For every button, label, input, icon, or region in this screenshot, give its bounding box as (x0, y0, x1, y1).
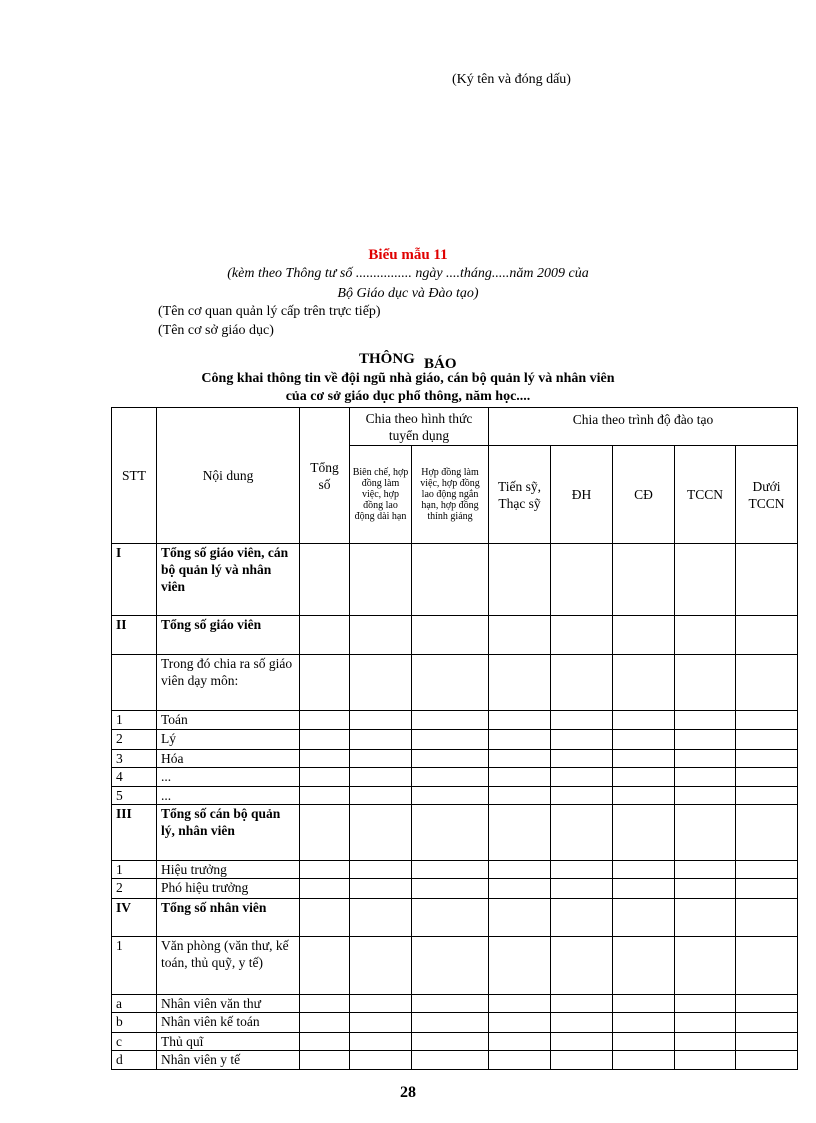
row-stt: III (112, 805, 157, 861)
empty-data-cell (675, 730, 736, 750)
empty-data-cell (551, 860, 613, 879)
empty-data-cell (350, 879, 412, 899)
empty-data-cell (551, 768, 613, 787)
page-number: 28 (400, 1084, 416, 1101)
empty-data-cell (736, 860, 798, 879)
staff-statistics-table (111, 407, 798, 1070)
table-row (112, 786, 798, 805)
empty-data-cell (300, 860, 350, 879)
empty-data-cell (300, 805, 350, 861)
header-stt: STT (112, 408, 157, 544)
empty-data-cell (489, 655, 551, 711)
empty-data-cell (489, 899, 551, 937)
empty-data-cell (613, 616, 675, 655)
empty-data-cell (675, 710, 736, 730)
empty-data-cell (675, 544, 736, 616)
row-stt: I (112, 544, 157, 616)
empty-data-cell (350, 749, 412, 768)
empty-data-cell (551, 616, 613, 655)
empty-data-cell (300, 544, 350, 616)
empty-data-cell (675, 994, 736, 1013)
row-stt: II (112, 616, 157, 655)
empty-data-cell (300, 655, 350, 711)
table-row (112, 768, 798, 787)
header-training-level-group: Chia theo trình độ đào tạo (489, 408, 798, 446)
table-row (112, 749, 798, 768)
empty-data-cell (675, 786, 736, 805)
row-stt: 2 (112, 730, 157, 750)
row-content: ... (157, 786, 300, 805)
table-row (112, 994, 798, 1013)
empty-data-cell (675, 879, 736, 899)
row-stt: 1 (112, 710, 157, 730)
row-content: Tổng số giáo viên (157, 616, 300, 655)
row-content: Nhân viên y tế (157, 1051, 300, 1070)
empty-data-cell (489, 1051, 551, 1070)
empty-data-cell (613, 1051, 675, 1070)
row-stt: 5 (112, 786, 157, 805)
row-content: Hiệu trưởng (157, 860, 300, 879)
table-row (112, 1051, 798, 1070)
empty-data-cell (551, 544, 613, 616)
empty-data-cell (489, 786, 551, 805)
empty-data-cell (300, 786, 350, 805)
empty-data-cell (736, 879, 798, 899)
form-title: Biểu mẫu 11 (368, 247, 448, 263)
table-row (112, 616, 798, 655)
empty-data-cell (489, 544, 551, 616)
empty-data-cell (412, 805, 489, 861)
empty-data-cell (412, 710, 489, 730)
row-stt: IV (112, 899, 157, 937)
empty-data-cell (613, 730, 675, 750)
empty-data-cell (613, 544, 675, 616)
empty-data-cell (350, 1013, 412, 1033)
empty-data-cell (412, 749, 489, 768)
empty-data-cell (489, 994, 551, 1013)
empty-data-cell (736, 805, 798, 861)
empty-data-cell (736, 730, 798, 750)
form-subtitle-line-2: Bộ Giáo dục và Đào tạo) (337, 286, 479, 301)
empty-data-cell (613, 899, 675, 937)
row-content: Phó hiệu trưởng (157, 879, 300, 899)
empty-data-cell (675, 1013, 736, 1033)
empty-data-cell (412, 786, 489, 805)
table-row (112, 730, 798, 750)
empty-data-cell (675, 1051, 736, 1070)
empty-data-cell (300, 1013, 350, 1033)
empty-data-cell (412, 730, 489, 750)
table-row (112, 655, 798, 711)
row-stt: 4 (112, 768, 157, 787)
empty-data-cell (675, 805, 736, 861)
empty-data-cell (489, 879, 551, 899)
empty-data-cell (350, 710, 412, 730)
empty-data-cell (489, 749, 551, 768)
header-vocational: TCCN (675, 446, 736, 544)
empty-data-cell (489, 768, 551, 787)
empty-data-cell (300, 1032, 350, 1051)
empty-data-cell (675, 860, 736, 879)
empty-data-cell (613, 1032, 675, 1051)
header-doctorate-master: Tiến sỹ, Thạc sỹ (489, 446, 551, 544)
empty-data-cell (736, 655, 798, 711)
empty-data-cell (551, 879, 613, 899)
empty-data-cell (350, 937, 412, 995)
empty-data-cell (412, 1032, 489, 1051)
row-content: Nhân viên văn thư (157, 994, 300, 1013)
empty-data-cell (350, 786, 412, 805)
table-row (112, 544, 798, 616)
row-stt: 2 (112, 879, 157, 899)
empty-data-cell (613, 768, 675, 787)
empty-data-cell (489, 937, 551, 995)
notice-description-line-1: Công khai thông tin về đội ngũ nhà giáo, cán bộ quản lý và nhân viên (201, 371, 615, 386)
row-stt: b (112, 1013, 157, 1033)
empty-data-cell (350, 899, 412, 937)
empty-data-cell (412, 1051, 489, 1070)
empty-data-cell (736, 749, 798, 768)
empty-data-cell (613, 749, 675, 768)
empty-data-cell (551, 937, 613, 995)
empty-data-cell (300, 879, 350, 899)
empty-data-cell (613, 655, 675, 711)
empty-data-cell (350, 805, 412, 861)
empty-data-cell (675, 616, 736, 655)
empty-data-cell (350, 616, 412, 655)
row-content: Tổng số giáo viên, cán bộ quản lý và nhân viên (157, 544, 300, 616)
table-row (112, 937, 798, 995)
row-content: Toán (157, 710, 300, 730)
row-content: Nhân viên kế toán (157, 1013, 300, 1033)
table-row (112, 1032, 798, 1051)
empty-data-cell (350, 768, 412, 787)
empty-data-cell (412, 616, 489, 655)
empty-data-cell (551, 899, 613, 937)
empty-data-cell (551, 1013, 613, 1033)
table-row (112, 710, 798, 730)
supervising-agency-label: (Tên cơ quan quản lý cấp trên trực tiếp) (158, 304, 381, 319)
empty-data-cell (675, 937, 736, 995)
notice-description-line-2: của cơ sở giáo dục phổ thông, năm học.... (285, 389, 531, 404)
empty-data-cell (412, 860, 489, 879)
row-content: Hóa (157, 749, 300, 768)
header-university: ĐH (551, 446, 613, 544)
row-content: ... (157, 768, 300, 787)
empty-data-cell (350, 655, 412, 711)
empty-data-cell (551, 655, 613, 711)
empty-data-cell (350, 544, 412, 616)
row-stt: a (112, 994, 157, 1013)
empty-data-cell (613, 805, 675, 861)
empty-data-cell (300, 937, 350, 995)
empty-data-cell (489, 730, 551, 750)
row-content: Lý (157, 730, 300, 750)
empty-data-cell (300, 749, 350, 768)
institution-label: (Tên cơ sở giáo dục) (158, 323, 274, 338)
row-content: Văn phòng (văn thư, kế toán, thủ quỹ, y tế) (157, 937, 300, 995)
empty-data-cell (613, 860, 675, 879)
notice-heading-part-1: THÔNG (359, 351, 415, 367)
empty-data-cell (350, 730, 412, 750)
empty-data-cell (489, 860, 551, 879)
empty-data-cell (736, 1013, 798, 1033)
empty-data-cell (300, 994, 350, 1013)
empty-data-cell (736, 899, 798, 937)
empty-data-cell (551, 1032, 613, 1051)
empty-data-cell (489, 1032, 551, 1051)
empty-data-cell (300, 730, 350, 750)
empty-data-cell (412, 937, 489, 995)
empty-data-cell (613, 937, 675, 995)
empty-data-cell (350, 1032, 412, 1051)
empty-data-cell (675, 899, 736, 937)
table-row (112, 899, 798, 937)
empty-data-cell (551, 805, 613, 861)
empty-data-cell (736, 616, 798, 655)
empty-data-cell (675, 749, 736, 768)
row-content: Tổng số nhân viên (157, 899, 300, 937)
empty-data-cell (489, 616, 551, 655)
empty-data-cell (613, 994, 675, 1013)
row-stt: 1 (112, 937, 157, 995)
empty-data-cell (613, 879, 675, 899)
empty-data-cell (736, 1032, 798, 1051)
empty-data-cell (300, 616, 350, 655)
empty-data-cell (736, 994, 798, 1013)
empty-data-cell (613, 710, 675, 730)
empty-data-cell (489, 1013, 551, 1033)
empty-data-cell (489, 710, 551, 730)
empty-data-cell (551, 994, 613, 1013)
empty-data-cell (675, 768, 736, 787)
row-content: Tổng số cán bộ quản lý, nhân viên (157, 805, 300, 861)
empty-data-cell (675, 655, 736, 711)
table-row (112, 879, 798, 899)
empty-data-cell (551, 749, 613, 768)
header-recruitment-group: Chia theo hình thức tuyển dụng (350, 408, 489, 446)
row-stt: 1 (112, 860, 157, 879)
empty-data-cell (300, 899, 350, 937)
form-subtitle-line-1: (kèm theo Thông tư số ................ ngày ....tháng.....năm 2009 của (227, 266, 589, 281)
empty-data-cell (551, 710, 613, 730)
empty-data-cell (412, 899, 489, 937)
signature-note: (Ký tên và đóng dấu) (452, 72, 571, 87)
table-row (112, 860, 798, 879)
empty-data-cell (736, 544, 798, 616)
empty-data-cell (300, 768, 350, 787)
empty-data-cell (412, 1013, 489, 1033)
row-content: Thủ quĩ (157, 1032, 300, 1051)
empty-data-cell (675, 1032, 736, 1051)
row-stt (112, 655, 157, 711)
row-content: Trong đó chia ra số giáo viên dạy môn: (157, 655, 300, 711)
table-body (112, 544, 798, 1070)
empty-data-cell (736, 768, 798, 787)
header-college: CĐ (613, 446, 675, 544)
empty-data-cell (412, 655, 489, 711)
header-permanent-contract: Biên chế, hợp đồng làm việc, hợp đồng lao động dài hạn (350, 446, 412, 544)
header-content: Nội dung (157, 408, 300, 544)
empty-data-cell (489, 805, 551, 861)
notice-heading-part-2: BÁO (424, 356, 457, 372)
empty-data-cell (412, 768, 489, 787)
empty-data-cell (736, 710, 798, 730)
empty-data-cell (736, 1051, 798, 1070)
empty-data-cell (412, 879, 489, 899)
empty-data-cell (350, 860, 412, 879)
empty-data-cell (350, 1051, 412, 1070)
row-stt: c (112, 1032, 157, 1051)
empty-data-cell (551, 730, 613, 750)
row-stt: d (112, 1051, 157, 1070)
header-below-vocational: Dưới TCCN (736, 446, 798, 544)
header-short-term-contract: Hợp đồng làm việc, hợp đồng lao động ngắn hạn, hợp đồng thỉnh giảng (412, 446, 489, 544)
empty-data-cell (551, 786, 613, 805)
empty-data-cell (300, 1051, 350, 1070)
empty-data-cell (736, 786, 798, 805)
empty-data-cell (613, 1013, 675, 1033)
empty-data-cell (551, 1051, 613, 1070)
table-row (112, 805, 798, 861)
empty-data-cell (613, 786, 675, 805)
empty-data-cell (412, 544, 489, 616)
empty-data-cell (300, 710, 350, 730)
empty-data-cell (412, 994, 489, 1013)
empty-data-cell (350, 994, 412, 1013)
table-row (112, 1013, 798, 1033)
empty-data-cell (736, 937, 798, 995)
header-total: Tổng số (300, 408, 350, 544)
row-stt: 3 (112, 749, 157, 768)
